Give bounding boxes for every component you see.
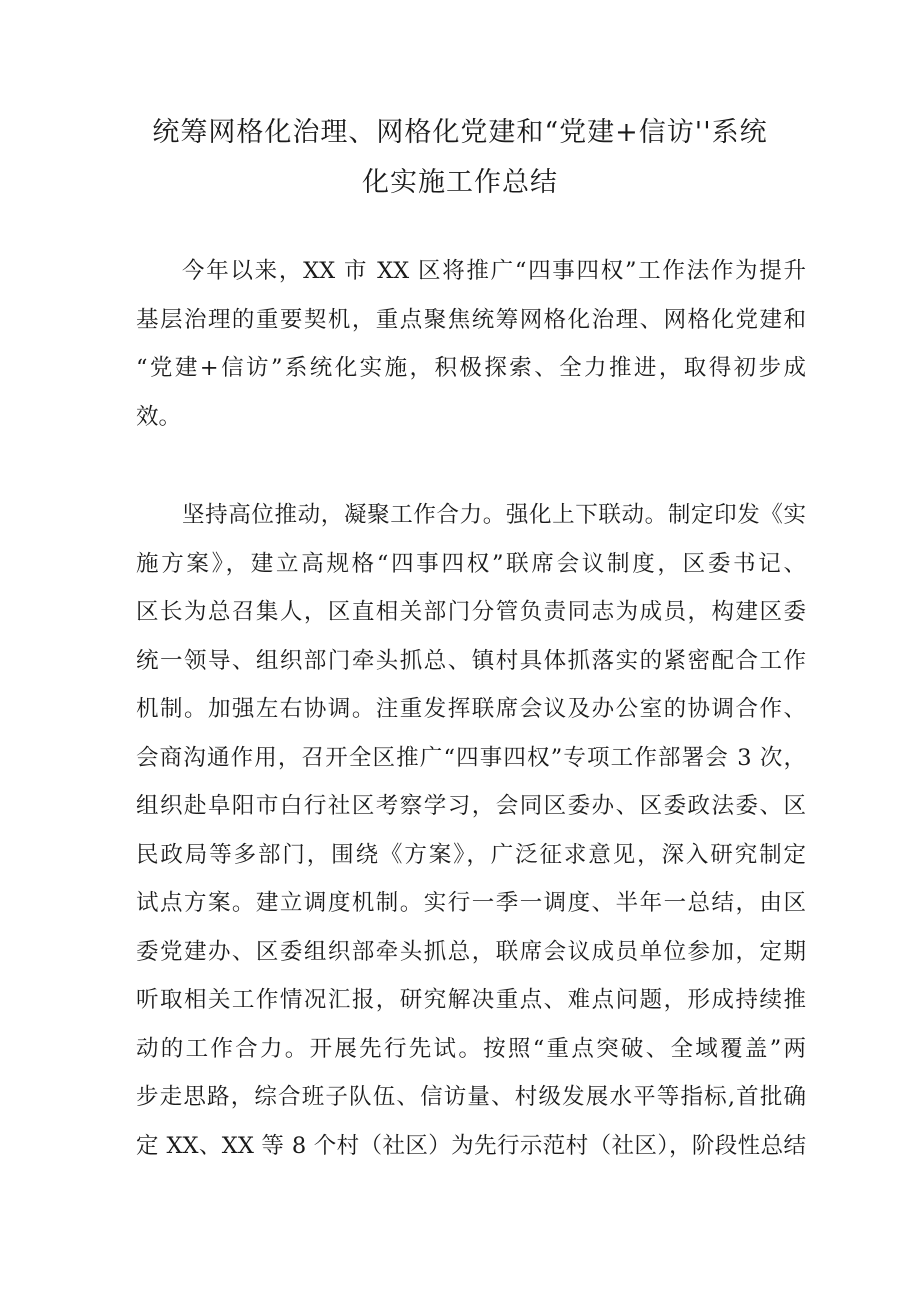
paragraph-line: 委党建办、区委组织部牵头抓总，联席会议成员单位参加，定期 (136, 938, 806, 965)
paragraph-line: 施方案》，建立高规格“四事四权”联席会议制度，区委书记、 (136, 550, 806, 577)
paragraph-line: 机制。加强左右协调。注重发挥联席会议及办公室的协调合作、 (136, 696, 806, 722)
paragraph-line: 会商沟通作用，召开全区推广“四事四权”专项工作部署会 3 次， (136, 744, 806, 771)
document-title (120, 108, 800, 208)
paragraph-line: 基层治理的重要契机，重点聚焦统筹网格化治理、网格化党建和 (136, 306, 806, 333)
paragraph-line: 听取相关工作情况汇报，研究解决重点、难点问题，形成持续推 (136, 987, 806, 1013)
paragraph-line: 坚持高位推动，凝聚工作合力。强化上下联动。制定印发《实 (182, 502, 806, 528)
paragraph-line: 今年以来，XX 市 XX 区将推广“四事四权”工作法作为提升 (182, 258, 806, 284)
paragraph-line: 试点方案。建立调度机制。实行一季一调度、半年一总结，由区 (136, 890, 806, 916)
paragraph-line: 组织赴阜阳市白行社区考察学习，会同区委办、区委政法委、区 (136, 793, 806, 819)
paragraph-line: 步走思路，综合班子队伍、信访量、村级发展水平等指标,首批确 (136, 1084, 806, 1110)
paragraph-body (136, 491, 806, 1170)
title-line: 统筹网格化治理、网格化党建和“党建+信访''系统 (152, 117, 768, 148)
paragraph-line: 统一领导、组织部门牵头抓总、镇村具体抓落实的紧密配合工作 (136, 647, 806, 674)
title-line: 化实施工作总结 (362, 167, 558, 198)
paragraph-line: 效。 (136, 403, 182, 430)
paragraph-intro (136, 247, 806, 441)
paragraph-line: 民政局等多部门，围绕《方案》，广泛征求意见，深入研究制定 (136, 841, 806, 868)
paragraph-line: “党建+信访”系统化实施，积极探索、全力推进，取得初步成 (136, 355, 806, 381)
paragraph-line: 动的工作合力。开展先行先试。按照“重点突破、全域覆盖”两 (136, 1035, 806, 1062)
paragraph-line: 定 XX、XX 等 8 个村（社区）为先行示范村（社区），阶段性总结 (136, 1132, 806, 1159)
paragraph-line: 区长为总召集人，区直相关部门分管负责同志为成员，构建区委 (136, 599, 806, 625)
